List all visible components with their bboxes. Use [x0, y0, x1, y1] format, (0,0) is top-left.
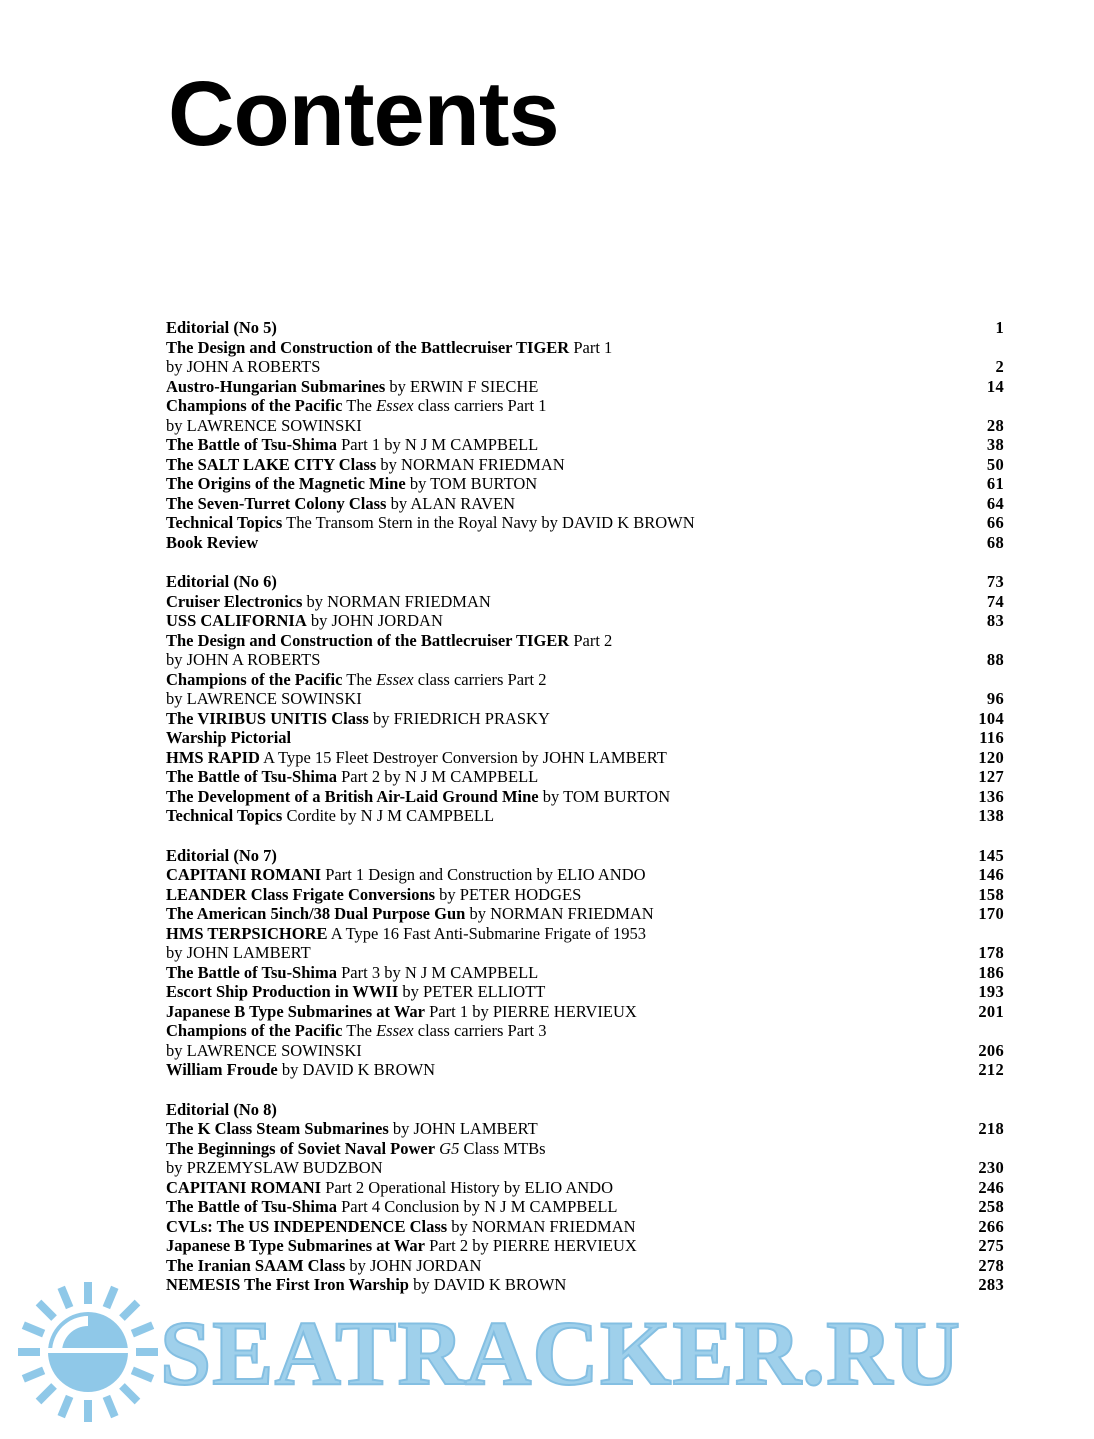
toc-entry-text	[166, 787, 670, 806]
toc-entry-text-part: by JOHN JORDAN	[306, 611, 443, 630]
toc-entry-text	[166, 670, 547, 689]
toc-entry-text-part: The Iranian SAAM Class	[166, 1255, 346, 1275]
toc-entry-text-part: CAPITANI ROMANI	[166, 1177, 322, 1197]
toc-entry[interactable]	[166, 474, 1004, 494]
toc-entry[interactable]	[166, 787, 1004, 807]
toc-entry-text-part: by ERWIN F SIECHE	[385, 376, 539, 396]
toc-entry-text	[166, 474, 537, 493]
toc-entry-text-part: by JOHN JORDAN	[345, 1255, 482, 1275]
toc-entry-text-part: G5	[439, 1138, 460, 1158]
toc-entry[interactable]	[166, 455, 1004, 475]
toc-entry[interactable]	[166, 728, 1004, 748]
toc-entry[interactable]	[166, 982, 1004, 1002]
toc-entry-page-number: 61	[986, 474, 1004, 493]
toc-entry-text-part: The American 5inch/38 Dual Purpose Gun	[166, 904, 466, 923]
toc-entry-text-part: Champions of the Pacific	[166, 396, 343, 415]
toc-entry-page-number: 136	[978, 786, 1004, 806]
toc-entry-text	[166, 924, 646, 943]
toc-entry-page-number: 266	[978, 1216, 1004, 1236]
toc-entry-text-part: HMS RAPID	[166, 747, 260, 767]
toc-entry[interactable]	[166, 1100, 1004, 1120]
toc-entry-text	[166, 416, 362, 435]
toc-entry-text-part: CAPITANI ROMANI	[166, 865, 322, 884]
toc-entry-text-part: Part 2 by PIERRE HERVIEUX	[425, 1236, 637, 1255]
toc-entry-text	[166, 846, 277, 865]
toc-entry[interactable]	[166, 943, 1004, 963]
toc-entry-text-part: by NORMAN FRIEDMAN	[376, 454, 565, 474]
toc-entry-text-part: Cruiser Electronics	[166, 591, 303, 611]
toc-entry-text	[166, 1158, 383, 1177]
toc-entry-text-part: A Type 16 Fast Anti-Submarine Frigate of 1953	[327, 923, 646, 943]
toc-entry-text-part: by ALAN RAVEN	[386, 493, 515, 513]
toc-entry-page-number: 74	[986, 591, 1004, 611]
toc-entry-text	[166, 494, 515, 513]
toc-entry-text-part: The Beginnings of Soviet Naval Power	[166, 1138, 436, 1158]
toc-entry-text	[166, 396, 547, 415]
toc-entry-page-number: 193	[978, 982, 1004, 1001]
toc-entry-page-number: 138	[978, 806, 1004, 825]
toc-entry[interactable]	[166, 767, 1004, 787]
watermark-text: SEATRACKER.RU	[160, 1302, 962, 1404]
toc-entry[interactable]	[166, 338, 1004, 358]
toc-group	[166, 846, 1004, 1080]
toc-entry-text-part: The Transom Stern in the Royal Navy by DAVID K BROWN	[282, 513, 695, 532]
toc-entry[interactable]	[166, 357, 1004, 377]
toc-entry-text-part: Essex	[376, 669, 414, 689]
toc-entry-text-part: Cordite by N J M CAMPBELL	[282, 806, 495, 825]
toc-entry-text-part: The	[342, 669, 377, 689]
toc-entry-text-part: by LAWRENCE SOWINSKI	[166, 415, 362, 435]
toc-entry-text	[166, 767, 538, 786]
toc-entry[interactable]	[166, 1197, 1004, 1217]
toc-entry-text-part: CVLs: The US INDEPENDENCE Class	[166, 1216, 448, 1236]
toc-entry-page-number: 127	[978, 767, 1004, 786]
toc-entry-text-part: Class MTBs	[459, 1138, 546, 1158]
toc-entry[interactable]	[166, 513, 1004, 533]
toc-entry[interactable]	[166, 318, 1004, 338]
toc-entry-page-number: 83	[986, 611, 1004, 630]
toc-entry-page-number: 246	[978, 1177, 1004, 1197]
toc-entry[interactable]	[166, 865, 1004, 885]
toc-entry[interactable]	[166, 1021, 1004, 1041]
toc-entry-text-part: The	[342, 396, 377, 415]
toc-entry-text-part: by JOHN LAMBERT	[388, 1119, 538, 1138]
toc-entry-text	[166, 572, 277, 591]
toc-entry-text-part: The Battle of Tsu-Shima	[166, 435, 337, 454]
toc-entry[interactable]	[166, 1275, 1004, 1295]
toc-entry-text	[166, 1178, 613, 1197]
toc-entry-text-part: Champions of the Pacific	[166, 669, 343, 689]
toc-entry-page-number: 14	[986, 376, 1004, 396]
toc-entry-text-part: The	[342, 1021, 377, 1040]
toc-entry[interactable]	[166, 1060, 1004, 1080]
toc-entry-text	[166, 1100, 277, 1119]
toc-entry-text-part: Japanese B Type Submarines at War	[166, 1001, 425, 1021]
toc-entry-page-number: 201	[978, 1001, 1004, 1021]
toc-entry-text-part: Champions of the Pacific	[166, 1021, 343, 1040]
toc-entry-text	[166, 709, 550, 728]
toc-entry-text-part: by NORMAN FRIEDMAN	[302, 591, 491, 611]
toc-entry-page-number: 170	[978, 904, 1004, 923]
toc-entry-page-number: 178	[978, 943, 1004, 962]
toc-entry[interactable]	[166, 709, 1004, 729]
toc-entry-page-number: 212	[978, 1060, 1004, 1079]
toc-entry[interactable]	[166, 1158, 1004, 1178]
toc-entry-text	[166, 338, 612, 357]
toc-entry-page-number: 145	[978, 845, 1004, 865]
toc-entry-page-number: 73	[986, 572, 1004, 591]
toc-entry-text-part: Technical Topics	[166, 513, 283, 532]
toc-entry-text	[166, 943, 311, 962]
toc-entry-text	[166, 1275, 566, 1294]
toc-entry-text-part: by PETER HODGES	[435, 884, 582, 904]
toc-entry[interactable]	[166, 1256, 1004, 1276]
toc-entry[interactable]	[166, 806, 1004, 826]
toc-entry[interactable]	[166, 748, 1004, 768]
toc-entry[interactable]	[166, 670, 1004, 690]
toc-entry-page-number: 2	[995, 357, 1004, 376]
toc-entry-text	[166, 1256, 481, 1275]
toc-entry[interactable]	[166, 963, 1004, 983]
toc-entry[interactable]	[166, 1119, 1004, 1139]
toc-entry-text-part: William Froude	[166, 1060, 278, 1079]
toc-entry-text-part: HMS TERPSICHORE	[166, 923, 328, 943]
toc-entry-text-part: Essex	[376, 1021, 414, 1040]
toc-entry-text-part: The Design and Construction of the Battlecruiser TIGER	[166, 337, 570, 357]
table-of-contents	[166, 318, 1004, 1315]
toc-entry-text	[166, 1002, 637, 1021]
toc-entry-text	[166, 1021, 547, 1040]
toc-entry[interactable]	[166, 611, 1004, 631]
toc-entry-text	[166, 357, 320, 376]
toc-entry-text-part: Editorial (No 5)	[166, 318, 277, 337]
toc-entry-text	[166, 318, 277, 337]
toc-entry-text-part: by DAVID K BROWN	[408, 1275, 567, 1294]
toc-entry-text-part: The Seven-Turret Colony Class	[166, 493, 387, 513]
toc-entry-page-number: 158	[978, 884, 1004, 904]
toc-entry-text-part: The Battle of Tsu-Shima	[166, 1197, 337, 1216]
toc-entry-page-number: 230	[978, 1158, 1004, 1177]
toc-entry-text-part: by DAVID K BROWN	[277, 1060, 436, 1079]
toc-entry-text	[166, 1217, 636, 1236]
toc-entry-text-part: by PRZEMYSLAW BUDZBON	[166, 1158, 383, 1177]
toc-entry[interactable]	[166, 494, 1004, 514]
toc-entry[interactable]	[166, 689, 1004, 709]
toc-entry-text-part: Japanese B Type Submarines at War	[166, 1236, 425, 1255]
toc-entry-text	[166, 455, 565, 474]
toc-group	[166, 572, 1004, 826]
toc-entry-page-number: 68	[986, 532, 1004, 552]
toc-entry-text	[166, 533, 258, 552]
toc-entry[interactable]	[166, 846, 1004, 866]
toc-entry-text-part: by JOHN A ROBERTS	[166, 357, 321, 376]
toc-entry-text-part: Part 1 by PIERRE HERVIEUX	[425, 1001, 637, 1021]
toc-entry-text-part: by NORMAN FRIEDMAN	[465, 904, 654, 923]
toc-entry-text	[166, 963, 538, 982]
toc-entry[interactable]	[166, 1139, 1004, 1159]
toc-entry-text-part: The Origins of the Magnetic Mine	[166, 474, 406, 493]
toc-entry-text-part: The Battle of Tsu-Shima	[166, 767, 337, 786]
toc-entry-text-part: Part 2	[569, 630, 613, 650]
toc-entry-text-part: LEANDER Class Frigate Conversions	[166, 884, 436, 904]
toc-entry-text	[166, 1197, 618, 1216]
toc-entry[interactable]	[166, 650, 1004, 670]
toc-entry-text	[166, 631, 612, 650]
toc-entry-text-part: class carriers Part 2	[413, 669, 547, 689]
toc-entry-page-number: 104	[978, 708, 1004, 728]
toc-entry-text	[166, 1041, 362, 1060]
toc-entry-text	[166, 1060, 435, 1079]
toc-entry-text	[166, 1236, 637, 1255]
toc-entry[interactable]	[166, 1236, 1004, 1256]
toc-entry-text	[166, 865, 646, 884]
toc-entry-page-number: 120	[978, 747, 1004, 767]
toc-entry-text	[166, 611, 443, 630]
toc-entry-text-part: by FRIEDRICH PRASKY	[368, 708, 550, 728]
toc-entry-text-part: The K Class Steam Submarines	[166, 1119, 389, 1138]
toc-entry[interactable]	[166, 1002, 1004, 1022]
toc-entry[interactable]	[166, 592, 1004, 612]
toc-entry[interactable]	[166, 885, 1004, 905]
toc-entry-page-number: 28	[986, 415, 1004, 435]
toc-entry-page-number: 66	[986, 513, 1004, 532]
toc-entry-page-number: 278	[978, 1255, 1004, 1275]
toc-entry-text-part: Part 3 by N J M CAMPBELL	[337, 962, 539, 982]
toc-entry-text-part: Part 2 Operational History by ELIO ANDO	[321, 1177, 613, 1197]
toc-entry-text-part: A Type 15 Fleet Destroyer Conversion by JOHN LAMBERT	[259, 747, 667, 767]
toc-entry-text	[166, 513, 695, 532]
toc-entry-page-number: 275	[978, 1236, 1004, 1255]
toc-entry-text	[166, 592, 491, 611]
toc-entry-text-part: Essex	[376, 396, 414, 415]
toc-entry-text-part: by TOM BURTON	[405, 474, 538, 493]
toc-entry[interactable]	[166, 1178, 1004, 1198]
toc-entry-page-number: 38	[986, 435, 1004, 454]
toc-entry-text-part: The SALT LAKE CITY Class	[166, 454, 377, 474]
toc-entry-page-number: 64	[986, 493, 1004, 513]
toc-entry-page-number: 186	[978, 962, 1004, 982]
toc-entry-text-part: The VIRIBUS UNITIS Class	[166, 708, 369, 728]
toc-entry-text-part: Austro-Hungarian Submarines	[166, 376, 386, 396]
toc-entry-text	[166, 748, 667, 767]
toc-entry[interactable]	[166, 572, 1004, 592]
toc-entry-text-part: Part 1 Design and Construction by ELIO ANDO	[321, 865, 646, 884]
toc-entry-page-number: 258	[978, 1197, 1004, 1216]
toc-entry-page-number: 50	[986, 454, 1004, 474]
toc-entry-page-number: 218	[978, 1119, 1004, 1138]
toc-entry[interactable]	[166, 1041, 1004, 1061]
toc-entry-text-part: USS CALIFORNIA	[166, 611, 307, 630]
toc-entry-text-part: by PETER ELLIOTT	[398, 982, 546, 1001]
toc-entry-text-part: class carriers Part 3	[413, 1021, 547, 1040]
toc-entry-text-part: NEMESIS The First Iron Warship	[166, 1275, 409, 1294]
toc-entry-page-number: 1	[995, 318, 1004, 337]
toc-entry-page-number: 146	[978, 865, 1004, 884]
toc-entry[interactable]	[166, 435, 1004, 455]
toc-entry-text-part: Editorial (No 8)	[166, 1099, 277, 1119]
toc-entry-text-part: Technical Topics	[166, 806, 283, 825]
toc-entry-text-part: Editorial (No 7)	[166, 845, 277, 865]
toc-entry-text-part: by LAWRENCE SOWINSKI	[166, 1040, 362, 1060]
toc-entry-text	[166, 806, 494, 825]
toc-entry-text	[166, 1119, 538, 1138]
toc-entry-text	[166, 435, 538, 454]
toc-group	[166, 1100, 1004, 1295]
toc-entry-text-part: Part 1	[569, 337, 613, 357]
toc-entry[interactable]	[166, 904, 1004, 924]
toc-entry-text-part: by JOHN LAMBERT	[166, 943, 311, 962]
toc-entry-text	[166, 377, 538, 396]
toc-entry-text-part: The Battle of Tsu-Shima	[166, 962, 337, 982]
toc-entry-page-number: 116	[979, 728, 1004, 747]
toc-entry-text-part: The Design and Construction of the Battlecruiser TIGER	[166, 630, 570, 650]
toc-entry-page-number: 88	[986, 650, 1004, 669]
toc-entry-text-part: by TOM BURTON	[538, 786, 671, 806]
toc-entry-text	[166, 885, 581, 904]
toc-entry-text-part: by NORMAN FRIEDMAN	[447, 1216, 636, 1236]
toc-entry-text-part: by JOHN A ROBERTS	[166, 650, 321, 669]
toc-entry-text-part: class carriers Part 1	[413, 396, 547, 415]
toc-entry[interactable]	[166, 631, 1004, 651]
toc-entry-text-part: Warship Pictorial	[166, 728, 292, 747]
toc-entry[interactable]	[166, 924, 1004, 944]
toc-entry-text-part: Escort Ship Production in WWII	[166, 982, 399, 1001]
toc-entry-text-part: Part 4 Conclusion by N J M CAMPBELL	[337, 1197, 618, 1216]
toc-entry[interactable]	[166, 533, 1004, 553]
toc-entry[interactable]	[166, 377, 1004, 397]
toc-entry-text	[166, 904, 654, 923]
toc-entry-page-number: 96	[986, 689, 1004, 708]
toc-entry-text-part: Book Review	[166, 532, 259, 552]
toc-entry[interactable]	[166, 1217, 1004, 1237]
toc-entry[interactable]	[166, 396, 1004, 416]
toc-entry[interactable]	[166, 416, 1004, 436]
toc-entry-text-part: Editorial (No 6)	[166, 572, 277, 591]
toc-entry-text	[166, 728, 291, 747]
toc-entry-page-number: 206	[978, 1040, 1004, 1060]
page-title: Contents	[168, 63, 559, 165]
toc-entry-text	[166, 982, 545, 1001]
toc-entry-text-part: Part 1 by N J M CAMPBELL	[337, 435, 539, 454]
toc-entry-text-part: Part 2 by N J M CAMPBELL	[337, 767, 539, 786]
toc-entry-text	[166, 1139, 546, 1158]
toc-entry-text-part: The Development of a British Air-Laid Ground Mine	[166, 786, 539, 806]
toc-group	[166, 318, 1004, 552]
toc-entry-text	[166, 650, 320, 669]
toc-entry-page-number: 283	[978, 1275, 1004, 1294]
toc-entry-text-part: by LAWRENCE SOWINSKI	[166, 689, 362, 708]
sun-burst-icon	[18, 1282, 158, 1422]
toc-entry-text	[166, 689, 362, 708]
